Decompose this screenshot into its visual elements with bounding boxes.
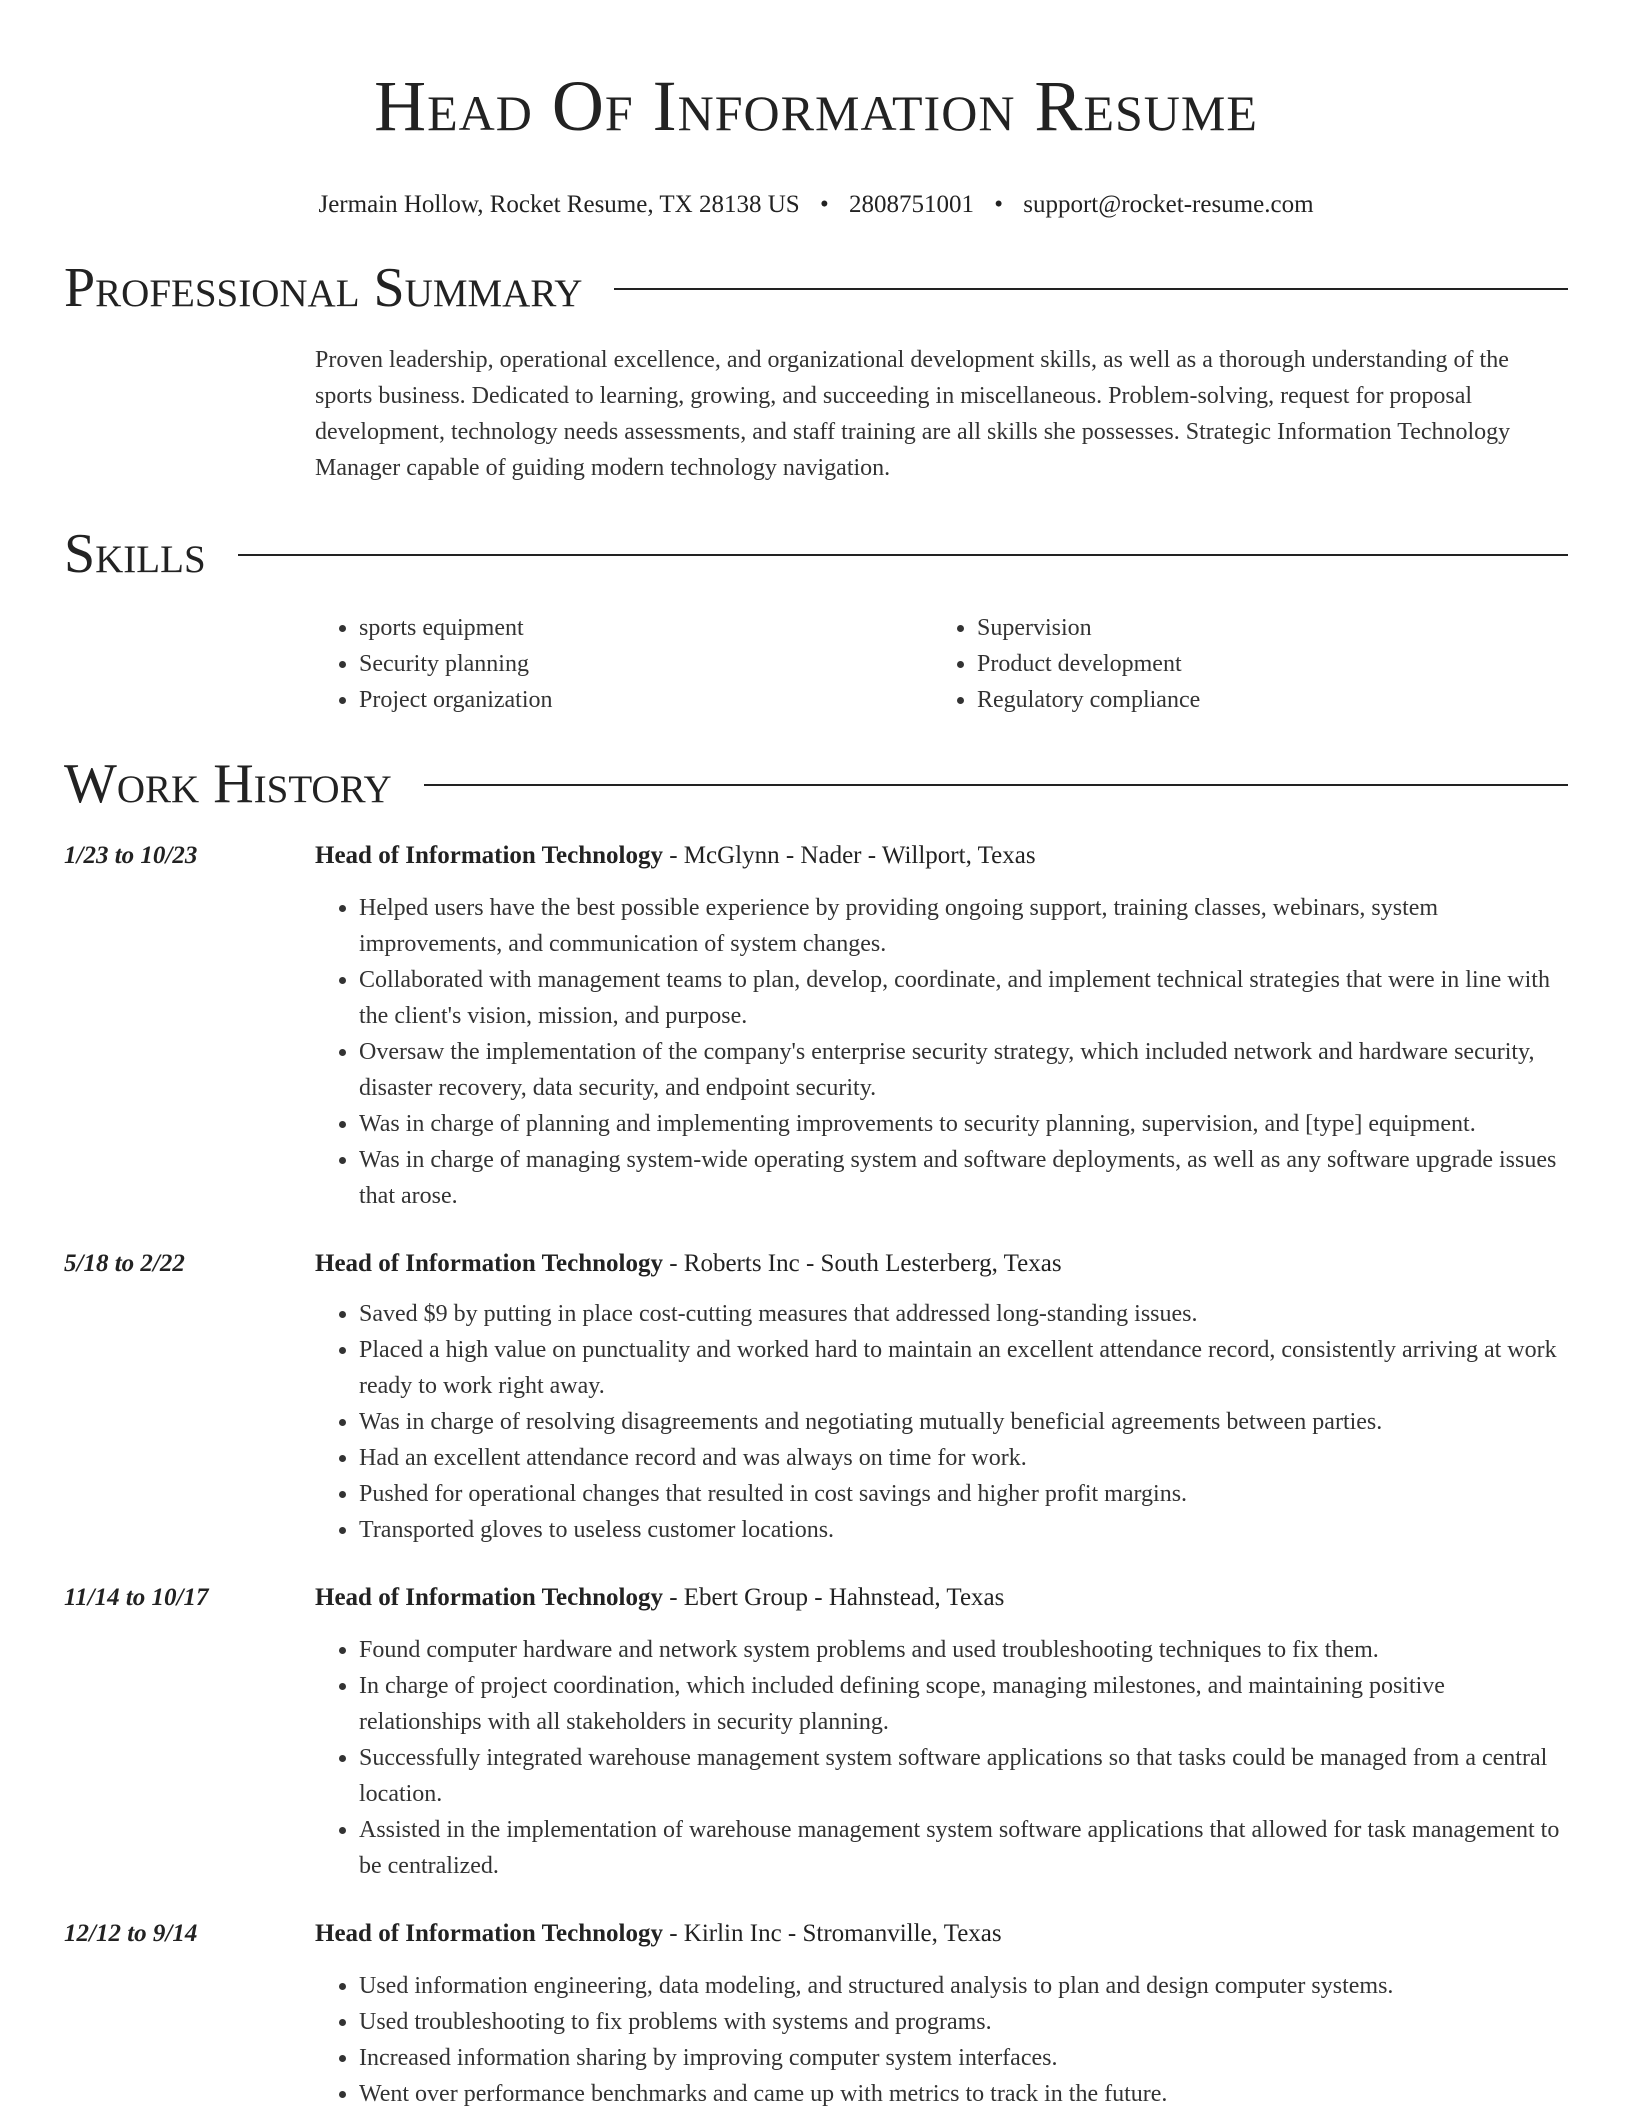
job-bullet: • Went over performance benchmarks and came up with metrics to track in the future. bbox=[359, 2076, 1568, 2112]
job-bullet: • Used troubleshooting to fix problems with systems and programs. bbox=[359, 2004, 1568, 2040]
job-bullet: • Successfully integrated warehouse management system software applications so that tasks could be managed from a central location. bbox=[359, 1740, 1568, 1812]
section-divider bbox=[424, 784, 1568, 786]
job-bullets bbox=[315, 1632, 1568, 1884]
skill-item: • Supervision bbox=[977, 610, 1551, 646]
skills-list bbox=[315, 610, 1568, 718]
job-bullets bbox=[315, 890, 1568, 1214]
skill-item: • sports equipment bbox=[359, 610, 933, 646]
job-title: Head of Information Technology bbox=[315, 1920, 663, 1947]
job-bullet: • Helped users have the best possible experience by providing ongoing support, training classes, webinars, system improvements, and communication of system changes. bbox=[359, 890, 1568, 962]
job-bullet: • Assisted in the implementation of warehouse management system software applications that allowed for task management to be centralized. bbox=[359, 1812, 1568, 1884]
job-bullet: • Was in charge of planning and implementing improvements to security planning, supervision, and [type] equipment. bbox=[359, 1106, 1568, 1142]
work-heading: Work History bbox=[64, 753, 392, 815]
job-dates: 12/12 to 9/14 bbox=[64, 1920, 198, 1947]
contact-line bbox=[64, 190, 1568, 220]
job-bullet: • Increased information sharing by improving computer system interfaces. bbox=[359, 2040, 1568, 2076]
skills-section-header bbox=[64, 522, 1568, 586]
job-bullet: • Pushed for operational changes that resulted in cost savings and higher profit margins. bbox=[359, 1476, 1568, 1512]
job-dates: 1/23 to 10/23 bbox=[64, 842, 198, 869]
job-title: Head of Information Technology bbox=[315, 1250, 663, 1277]
skill-item: • Product development bbox=[977, 646, 1551, 682]
resume-title: Head Of Information Resume bbox=[374, 66, 1258, 146]
job-title: Head of Information Technology bbox=[315, 1584, 663, 1611]
contact-phone: 2808751001 bbox=[848, 191, 974, 218]
section-divider bbox=[614, 288, 1568, 290]
job-bullet: • Was in charge of managing system-wide operating system and software deployments, as well as any software upgrade issues that arose. bbox=[359, 1142, 1568, 1214]
skill-item: • Regulatory compliance bbox=[977, 682, 1551, 718]
job-dates: 11/14 to 10/17 bbox=[64, 1584, 209, 1611]
skills-column-right bbox=[933, 610, 1551, 718]
job-details: - Kirlin Inc - Stromanville, Texas bbox=[662, 1920, 1002, 1947]
section-divider bbox=[238, 554, 1568, 556]
contact-separator: • bbox=[819, 191, 829, 218]
summary-section-header bbox=[64, 256, 1568, 320]
skills-heading: Skills bbox=[64, 523, 206, 585]
job-bullet: • Collaborated with management teams to plan, develop, coordinate, and implement technical strategies that were in line with the client's vision, mission, and purpose. bbox=[359, 962, 1568, 1034]
summary-heading: Professional Summary bbox=[64, 257, 583, 319]
job-dates: 5/18 to 2/22 bbox=[64, 1250, 185, 1277]
skill-item: • Security planning bbox=[359, 646, 933, 682]
job-bullet: • Saved $9 by putting in place cost-cutting measures that addressed long-standing issues. bbox=[359, 1296, 1568, 1332]
skill-item: • Project organization bbox=[359, 682, 933, 718]
job-bullet: • Placed a high value on punctuality and worked hard to maintain an excellent attendance record, consistently arriving at work ready to work right away. bbox=[359, 1332, 1568, 1404]
job-bullet: • Was in charge of resolving disagreements and negotiating mutually beneficial agreements between parties. bbox=[359, 1404, 1568, 1440]
job-entry bbox=[64, 1246, 1568, 1548]
job-title-line bbox=[315, 1246, 1568, 1282]
skills-column-left bbox=[315, 610, 933, 718]
job-bullets bbox=[315, 1968, 1568, 2112]
job-bullet: • Used information engineering, data modeling, and structured analysis to plan and design computer systems. bbox=[359, 1968, 1568, 2004]
job-details: - Roberts Inc - South Lesterberg, Texas bbox=[662, 1250, 1062, 1277]
job-details: - McGlynn - Nader - Willport, Texas bbox=[662, 842, 1036, 869]
summary-text: Proven leadership, operational excellence, and organizational development skills, as well as a thorough understanding of the sports business. Dedicated to learning, growing, and succeeding in miscellaneous. Problem-solving, request for proposal development, technology needs assessments, and staff training are all skills she possesses. Strategic Information Technology Manager capable of guiding modern technology navigation. bbox=[315, 347, 1511, 481]
job-details: - Ebert Group - Hahnstead, Texas bbox=[662, 1584, 1005, 1611]
job-bullet: • Had an excellent attendance record and was always on time for work. bbox=[359, 1440, 1568, 1476]
job-entry bbox=[64, 1580, 1568, 1884]
contact-email: support@rocket-resume.com bbox=[1023, 191, 1314, 218]
job-bullet: • In charge of project coordination, which included defining scope, managing milestones, and maintaining positive relationships with all stakeholders in security planning. bbox=[359, 1668, 1568, 1740]
job-bullet: • Oversaw the implementation of the company's enterprise security strategy, which included network and hardware security, disaster recovery, data security, and endpoint security. bbox=[359, 1034, 1568, 1106]
job-bullet: • Transported gloves to useless customer locations. bbox=[359, 1512, 1568, 1548]
job-bullet: • Found computer hardware and network system problems and used troubleshooting techniques to fix them. bbox=[359, 1632, 1568, 1668]
job-entry bbox=[64, 838, 1568, 1214]
job-entry bbox=[64, 1916, 1568, 2112]
job-bullets bbox=[315, 1296, 1568, 1548]
work-section-header bbox=[64, 752, 1568, 816]
job-title-line bbox=[315, 1580, 1568, 1616]
job-title-line bbox=[315, 1916, 1568, 1952]
contact-separator: • bbox=[994, 191, 1003, 218]
job-title-line bbox=[315, 838, 1568, 874]
job-title: Head of Information Technology bbox=[315, 842, 663, 869]
contact-address: Jermain Hollow, Rocket Resume, TX 28138 US bbox=[318, 191, 800, 218]
